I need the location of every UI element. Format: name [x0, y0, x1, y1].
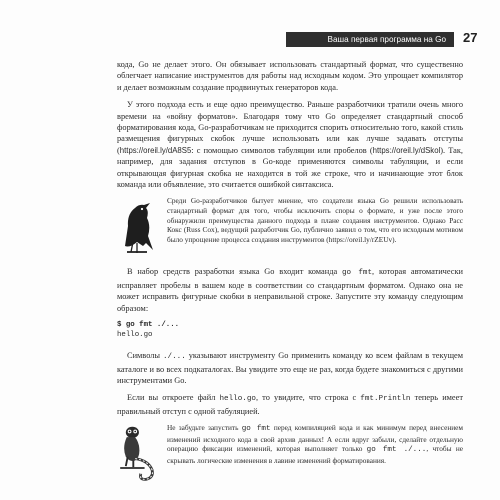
paragraph-5-text-a: Если вы откроете файл [127, 393, 220, 403]
paragraph-5-text-b: , то увидите, что строка с [255, 393, 361, 403]
inline-code-hello-go: hello.go [219, 395, 256, 404]
paragraph-3-text-a: В набор средств разработки языка Go входит команда [127, 267, 342, 277]
paragraph-4 [117, 350, 463, 386]
page-body [117, 59, 463, 493]
paragraph-2-text-c: ). Так, например, для задания отступов в Go-коде применяются символы табуляции, и если открывающая фигурная скобка не находится в той же строке, что и начинающие этот блок команда или объявление, это считается ошибкой синтаксиса. [117, 145, 464, 190]
raven-icon [115, 196, 161, 256]
paragraph-2-text-a: У этого подхода есть и еще одно преимущество. Раньше разработчики тратили очень много времени на «войну форматов». Благодаря тому что Go определяет стандартный способ форматирования кода, Go-разработчикам не приходится спорить относительно того, какой стиль размещения фигурных скобок лучше использовать или как лучше задавать отступы ( [117, 100, 463, 155]
code-block [117, 320, 463, 340]
note-2-text-b: перед компиляцией кода и как минимум перед внесением изменений исходного кода в свой архив данных! А если вдруг забыли, сделайте отдельную операцию фиксации изменений, которая выполняет только [167, 423, 464, 454]
inline-code-dot-path: ./... [162, 353, 186, 362]
paragraph-1: кода, Go не делает этого. Он обязывает использовать стандартный формат, что существенно облегчает написание инструментов для работы над исходным кодом. Это упрощает компилятор и делает возможным создание продвинутых генераторов кода. [117, 60, 463, 92]
inline-code-go-fmt-all: go fmt ./... [366, 446, 427, 455]
paragraph-5 [117, 392, 463, 417]
note-box-1 [117, 196, 463, 256]
note-2-text [161, 423, 463, 465]
note-2-text-a: Не забудьте запустить [167, 423, 242, 433]
note-box-2 [117, 423, 463, 483]
paragraph-3-text-b: , которая автоматически исправляет пробелы в вашем коде в соответствии со стандартным форматом. Однако она не может исправить фигурные скобки в неправильной строке. Запустите эту команду следующим образом: [117, 267, 464, 313]
inline-code-go-fmt-note: go fmt [241, 425, 271, 434]
paragraph-2-text-b: : с помощью символов табуляции или пробелов ( [191, 145, 373, 155]
lemur-icon [115, 423, 161, 483]
link-oreil-dA8S5[interactable]: https://oreil.ly/dA8S5 [119, 145, 192, 155]
note-2-text-c: , чтобы не скрывать логические изменения в лавине изменений форматирования. [167, 444, 463, 465]
paragraph-2 [117, 99, 463, 190]
code-line-command: $ go fmt ./... [117, 321, 180, 330]
link-oreil-dSkol[interactable]: https://oreil.ly/dSkol [372, 145, 441, 155]
running-header [286, 32, 454, 47]
inline-code-fmt-println: fmt.Println [360, 395, 411, 404]
code-line-output: hello.go [117, 331, 153, 340]
paragraph-5-text-c: теперь имеет правильный отступ с одной табуляцией. [117, 393, 463, 416]
page-number: 27 [463, 30, 478, 45]
note-1-text: Среди Go-разработчиков бытует мнение, что создатели языка Go решили использовать стандартный формат для того, чтобы исключить споры о формате, и уже после этого обнаружили преимущества данного подхода в плане создания инструментов. Однако Расс Кокс (Russ Cox), ведущий разработчик Go, публично заявил о том, что его исходным мотивом было упрощение процесса создания инструментов (https://oreil.ly/rZEUv). [167, 196, 463, 244]
inline-code-go-fmt: go fmt [341, 269, 373, 278]
paragraph-4-text-b: указывают инструменту Go применить команду ко всем файлам в текущем каталоге и во всех подкаталогах. Вы увидите это еще не раз, когда будете знакомиться с другими инструментами Go. [117, 351, 463, 385]
section-title: Ваша первая программа на Go [327, 35, 446, 44]
paragraph-3 [117, 266, 463, 314]
paragraph-4-text-a: Символы [127, 351, 163, 361]
